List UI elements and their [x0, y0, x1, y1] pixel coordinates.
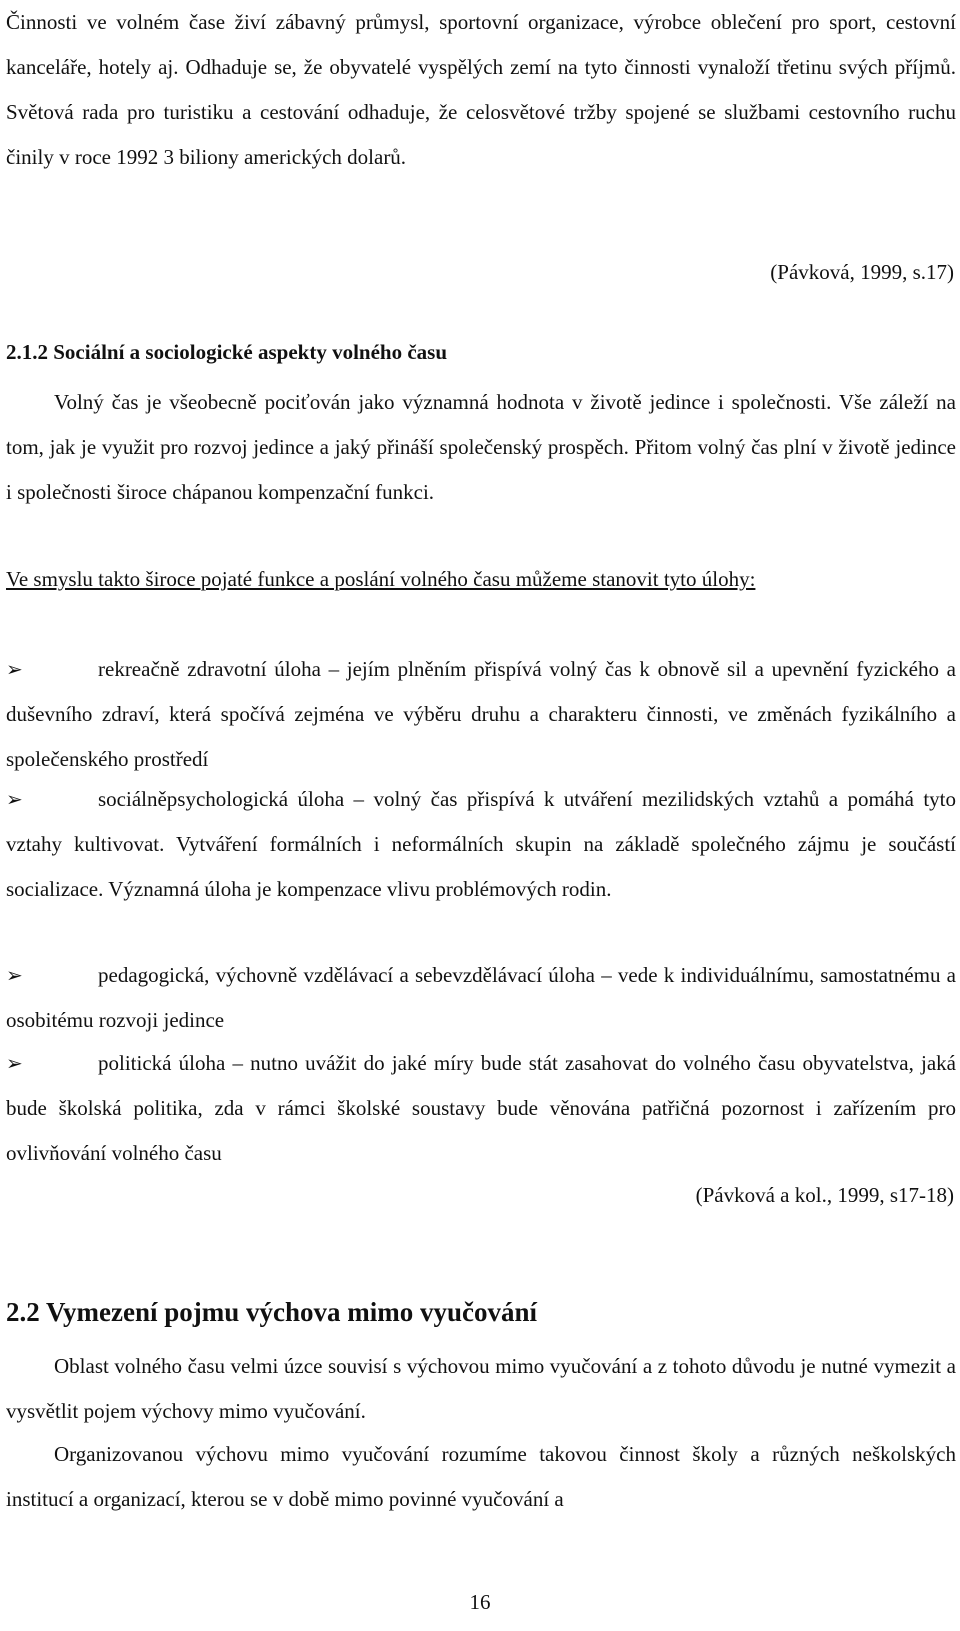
paragraph-2-2-a: Oblast volného času velmi úzce souvisí s výchovou mimo vyučování a z tohoto důvodu je nutné vymezit a vysvětlit pojem výchovy mimo vyučování. — [6, 1354, 956, 1423]
paragraph-social-aspects: Volný čas je všeobecně pociťován jako významná hodnota v životě jedince i společnosti. Vše záleží na tom, jak je využit pro rozvoj jedince a jaký přináší společenský prospěch. Přitom volný čas plní v životě jedince i společnosti široce chápanou kompenzační funkci. — [6, 390, 956, 504]
citation-pavkova-1999: (Pávková, 1999, s.17) — [770, 260, 954, 284]
paragraph-2-2-b: Organizovanou výchovu mimo vyučování rozumíme takovou činnost školy a různých neškolských institucí a organizací, kterou se v době mimo povinné vyučování a — [6, 1442, 956, 1511]
arrow-bullet-icon: ➢ — [6, 657, 23, 681]
section-heading-2-1-2: 2.1.2 Sociální a sociologické aspekty volného času — [6, 340, 448, 364]
page-number: 16 — [469, 1590, 491, 1614]
list-item-politicka — [6, 1041, 956, 1176]
arrow-bullet-icon: ➢ — [6, 1051, 23, 1075]
arrow-bullet-icon: ➢ — [6, 787, 23, 811]
citation-pavkova-kol-1999: (Pávková a kol., 1999, s17-18) — [695, 1183, 954, 1207]
paragraph-intro: Činnosti ve volném čase živí zábavný průmysl, sportovní organizace, výrobce oblečení pro sport, cestovní kanceláře, hotely aj. Odhaduje se, že obyvatelé vyspělých zemí na tyto činnosti vynaloží třetinu svých příjmů. Světová rada pro turistiku a cestování odhaduje, že celosvětové tržby spojené se službami cestovního ruchu činily v roce 1992 3 biliony amerických dolarů. — [6, 10, 956, 169]
arrow-bullet-icon: ➢ — [6, 963, 23, 987]
list-item-rekreacne-zdravotni — [6, 647, 956, 782]
list-item-text: rekreačně zdravotní úloha – jejím plněním přispívá volný čas k obnově sil a upevnění fyzického a duševního zdraví, která spočívá zejména ve výběru druhu a charakteru činnosti, ve změnách fyzikálního a společenského prostředí — [6, 657, 956, 771]
list-item-text: politická úloha – nutno uvážit do jaké míry bude stát zasahovat do volného času obyvatelstva, jaká bude školská politika, zda v rámci školské soustavy bude věnována patřičná pozornost i zařízením pro ovlivňování volného času — [6, 1051, 956, 1165]
list-item-text: pedagogická, výchovně vzdělávací a sebevzdělávací úloha – vede k individuálnímu, samostatnému a osobitému rozvoji jedince — [6, 963, 956, 1032]
list-item-socialnepsychologicka — [6, 777, 956, 912]
paragraph-functions-intro: Ve smyslu takto široce pojaté funkce a poslání volného času můžeme stanovit tyto úlohy: — [6, 567, 756, 591]
list-item-pedagogicka — [6, 953, 956, 1043]
list-item-text: sociálněpsychologická úloha – volný čas přispívá k utváření mezilidských vztahů a pomáhá tyto vztahy kultivovat. Vytváření formálních i neformálních skupin na základě společného zájmu je součástí socializace. Významná úloha je kompenzace vlivu problémových rodin. — [6, 787, 956, 901]
section-heading-2-2: 2.2 Vymezení pojmu výchova mimo vyučování — [6, 1297, 538, 1327]
